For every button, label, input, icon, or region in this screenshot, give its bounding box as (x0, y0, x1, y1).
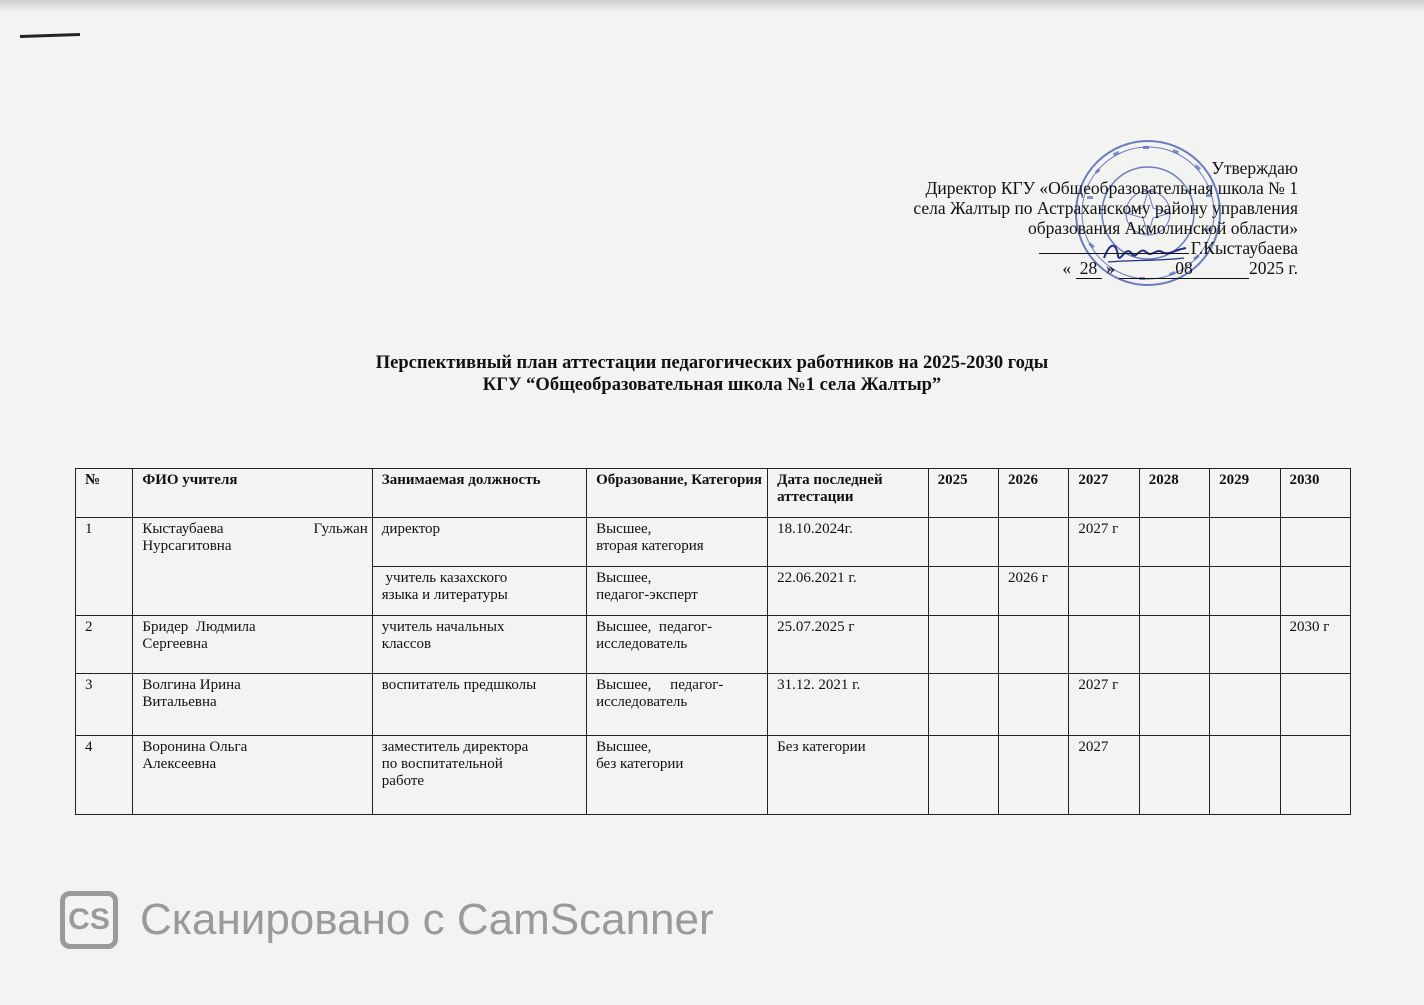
cell-name (133, 616, 372, 674)
cell-2028 (1139, 616, 1209, 674)
cell-num: 2 (76, 616, 133, 674)
name-line: Бридер Людмила (142, 619, 256, 635)
title-line-1: Перспективный план аттестации педагогических работников на 2025-2030 годы (375, 353, 1049, 373)
education-line: Высшее, педагог- (596, 619, 713, 635)
cell-2026 (998, 518, 1068, 567)
table-row (76, 674, 1351, 736)
cell-2029 (1210, 616, 1280, 674)
position-line: классов (381, 636, 432, 652)
date-close-quote: » (1105, 258, 1115, 278)
cell-name (133, 674, 372, 736)
cell-position (372, 567, 586, 616)
name-line: Воронина Ольга (142, 739, 248, 755)
approval-director-line: Директор КГУ «Общеобразовательная школа № 1 (925, 178, 1298, 198)
camscanner-watermark (60, 891, 714, 949)
cell-last-date: 31.12. 2021 г. (768, 674, 928, 736)
header-2026: 2026 (998, 469, 1068, 518)
education-line: исследователь (596, 636, 688, 652)
header-education: Образование, Категория (587, 469, 768, 518)
cell-last-date: 18.10.2024г. (768, 518, 928, 567)
approval-date-line (913, 258, 1298, 279)
table-row (76, 616, 1351, 674)
cell-2027 (1069, 616, 1139, 674)
education-line: Высшее, (596, 521, 652, 537)
position-line: учитель казахского (381, 570, 508, 586)
header-position: Занимаемая должность (372, 469, 586, 518)
cell-position (372, 736, 586, 815)
cell-2029 (1210, 736, 1280, 815)
cell-2025 (928, 518, 998, 567)
table-row (76, 736, 1351, 815)
cell-2030 (1280, 674, 1350, 736)
name-line: Витальевна (142, 694, 217, 710)
camscanner-text: Сканировано с CamScanner (140, 895, 714, 944)
cell-last-date: 22.06.2021 г. (768, 567, 928, 616)
approval-signer: Г.Кыстаубаева (1190, 238, 1298, 258)
cell-2028 (1139, 674, 1209, 736)
cell-2028 (1139, 518, 1209, 567)
header-2028: 2028 (1139, 469, 1209, 518)
cell-education (587, 567, 768, 616)
cell-2026 (998, 736, 1068, 815)
education-line: Высшее, педагог- (596, 677, 724, 693)
cell-education (587, 616, 768, 674)
name-line: Сергеевна (142, 636, 208, 652)
cell-num: 4 (76, 736, 133, 815)
cell-position (372, 616, 586, 674)
cell-2025 (928, 567, 998, 616)
approval-word: Утверждаю (1211, 158, 1298, 178)
cell-last-date: 25.07.2025 г (768, 616, 928, 674)
cell-name (133, 736, 372, 815)
header-2027: 2027 (1069, 469, 1139, 518)
cell-2027: 2027 (1069, 736, 1139, 815)
cell-2025 (928, 674, 998, 736)
approval-signer-line (913, 238, 1298, 258)
table-row (76, 518, 1351, 567)
name-line: Кыстаубаева Гульжан (142, 521, 368, 537)
date-month: 08 (1119, 258, 1249, 279)
position-line: работе (381, 773, 425, 789)
position-line: по воспитательной (381, 756, 503, 772)
cell-2027 (1069, 567, 1139, 616)
cell-2029 (1210, 518, 1280, 567)
cell-2027: 2027 г (1069, 674, 1139, 736)
name-line: Нурсагитовна (142, 538, 232, 554)
header-2030: 2030 (1280, 469, 1350, 518)
cell-2029 (1210, 674, 1280, 736)
pen-mark (20, 33, 80, 38)
cell-position: воспитатель предшколы (372, 674, 586, 736)
date-day: 28 (1076, 258, 1102, 279)
cell-2028 (1139, 736, 1209, 815)
cell-education (587, 518, 768, 567)
title-line-2: КГУ “Общеобразовательная школа №1 села Жалтыр” (482, 375, 942, 395)
cell-2026: 2026 г (998, 567, 1068, 616)
position-line: учитель начальных (381, 619, 505, 635)
education-line: вторая категория (596, 538, 704, 554)
header-2029: 2029 (1210, 469, 1280, 518)
date-year: 2025 г. (1249, 258, 1298, 278)
cell-2028 (1139, 567, 1209, 616)
name-line: Алексеевна (142, 756, 217, 772)
cell-2025 (928, 616, 998, 674)
cell-2030 (1280, 567, 1350, 616)
attestation-plan-table (75, 468, 1351, 815)
cell-2030 (1280, 518, 1350, 567)
header-name: ФИО учителя (133, 469, 372, 518)
signature-line (1039, 239, 1189, 254)
cell-last-date: Без категории (768, 736, 928, 815)
document-title (0, 352, 1424, 396)
approval-village-line: села Жалтыр по Астраханскому району управления (913, 198, 1298, 218)
cell-education (587, 674, 768, 736)
cell-2026 (998, 674, 1068, 736)
position-line: языка и литературы (381, 587, 508, 603)
header-last-date: Дата последней аттестации (768, 469, 928, 518)
education-line: Высшее, (596, 570, 652, 586)
cell-name (133, 518, 372, 616)
approval-block (913, 158, 1298, 279)
name-line: Волгина Ирина (142, 677, 241, 693)
table-header-row (76, 469, 1351, 518)
date-open-quote: « (1062, 258, 1072, 278)
cell-2025 (928, 736, 998, 815)
cell-num: 1 (76, 518, 133, 616)
approval-region-line: образования Акмолинской области» (1027, 218, 1298, 238)
education-line: Высшее, (596, 739, 652, 755)
header-num: № (76, 469, 133, 518)
education-line: без категории (596, 756, 684, 772)
cell-position: директор (372, 518, 586, 567)
education-line: педагог-эксперт (596, 587, 698, 603)
education-line: исследователь (596, 694, 688, 710)
cell-2030 (1280, 736, 1350, 815)
scan-edge (0, 0, 1424, 12)
cell-2029 (1210, 567, 1280, 616)
cell-education (587, 736, 768, 815)
position-line: заместитель директора (381, 739, 529, 755)
cell-2027: 2027 г (1069, 518, 1139, 567)
camscanner-logo-icon: CS (60, 891, 118, 949)
cell-num: 3 (76, 674, 133, 736)
cell-2030: 2030 г (1280, 616, 1350, 674)
cell-2026 (998, 616, 1068, 674)
header-2025: 2025 (928, 469, 998, 518)
